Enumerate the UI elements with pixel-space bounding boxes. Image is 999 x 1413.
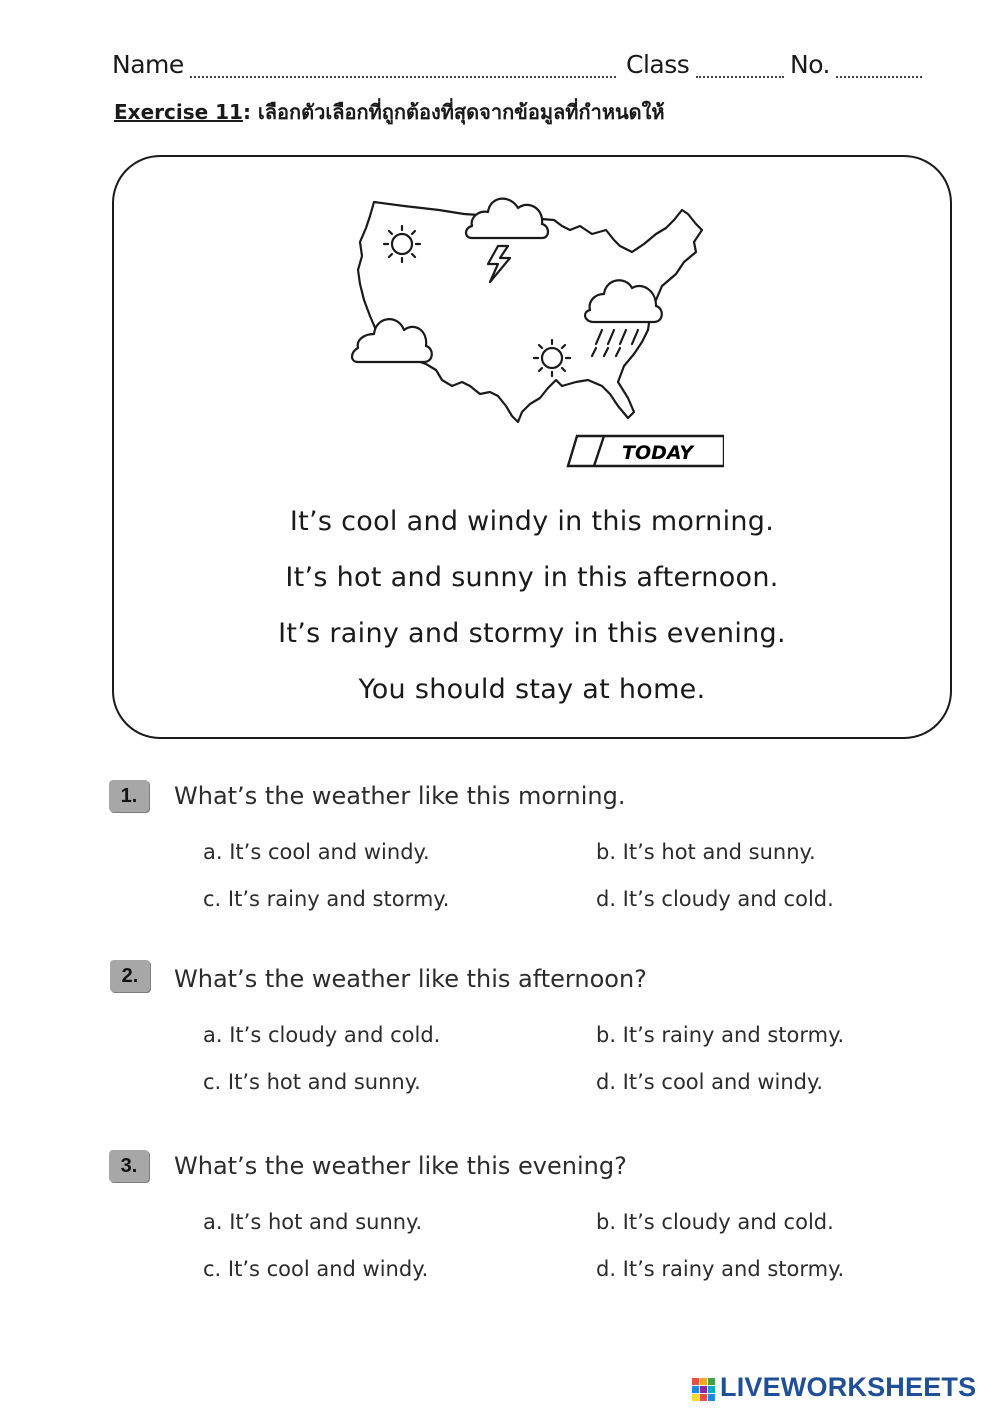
exercise-instruction: : เลือกตัวเลือกที่ถูกต้องที่สุดจากข้อมูลที่กำหนดให้	[242, 100, 665, 124]
rain-cloud-icon	[585, 280, 662, 356]
weather-map	[344, 190, 724, 472]
sun-icon	[384, 226, 420, 262]
option-d[interactable]: d. It’s cool and windy.	[596, 1070, 824, 1094]
passage-line: It’s hot and sunny in this afternoon.	[285, 562, 779, 593]
question-number-badge: 2.	[110, 960, 150, 992]
option-c[interactable]: c. It’s rainy and stormy.	[203, 887, 450, 911]
today-caption: TODAY	[622, 442, 694, 464]
brand-name: LIVEWORKSHEETS	[720, 1372, 977, 1402]
class-label: Class	[626, 50, 690, 79]
exercise-title	[114, 96, 665, 128]
cloud-icon	[352, 319, 432, 362]
option-c[interactable]: c. It’s cool and windy.	[203, 1257, 429, 1281]
name-field[interactable]	[190, 76, 616, 78]
passage-line: It’s rainy and stormy in this evening.	[278, 618, 786, 649]
question-number-badge: 3.	[109, 1150, 149, 1182]
option-a[interactable]: a. It’s hot and sunny.	[203, 1210, 423, 1234]
storm-cloud-icon	[466, 199, 548, 282]
name-label: Name	[112, 50, 184, 79]
class-field[interactable]	[696, 76, 784, 78]
passage-line: You should stay at home.	[358, 674, 706, 705]
option-d[interactable]: d. It’s rainy and stormy.	[596, 1257, 845, 1281]
number-label: No.	[790, 50, 831, 79]
exercise-label: Exercise 11	[114, 100, 243, 124]
number-field[interactable]	[836, 76, 922, 78]
question-text: What’s the weather like this evening?	[174, 1152, 627, 1180]
question-number-badge: 1.	[109, 780, 149, 812]
option-b[interactable]: b. It’s cloudy and cold.	[596, 1210, 834, 1234]
question-text: What’s the weather like this afternoon?	[174, 965, 647, 993]
option-a[interactable]: a. It’s cool and windy.	[203, 840, 430, 864]
option-b[interactable]: b. It’s hot and sunny.	[596, 840, 816, 864]
passage-line: It’s cool and windy in this morning.	[289, 506, 775, 537]
option-d[interactable]: d. It’s cloudy and cold.	[596, 887, 834, 911]
sun-icon	[534, 340, 570, 376]
question-text: What’s the weather like this morning.	[174, 782, 626, 810]
option-b[interactable]: b. It’s rainy and stormy.	[596, 1023, 845, 1047]
option-c[interactable]: c. It’s hot and sunny.	[203, 1070, 421, 1094]
option-a[interactable]: a. It’s cloudy and cold.	[203, 1023, 441, 1047]
student-info-row	[112, 48, 924, 88]
liveworksheets-logo-icon	[692, 1374, 716, 1404]
